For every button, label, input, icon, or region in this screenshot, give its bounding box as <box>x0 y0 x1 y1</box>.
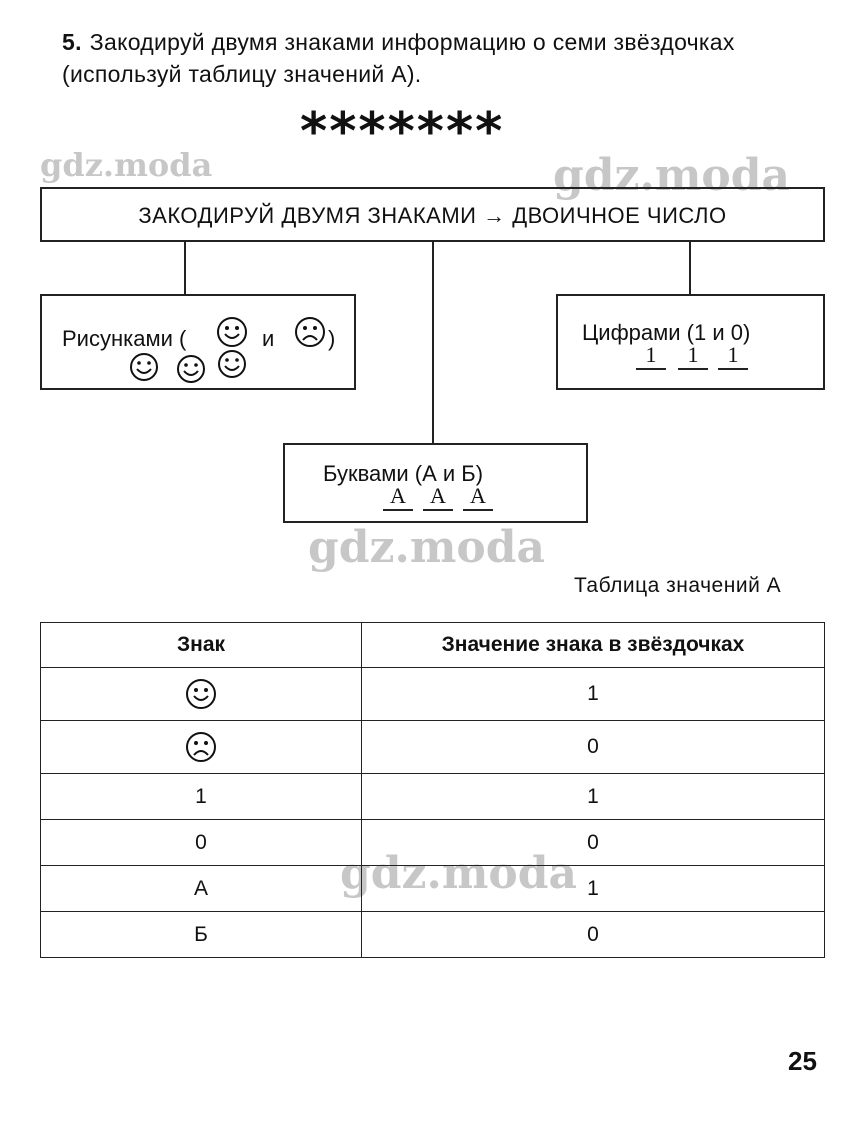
table-header-value: Значение знака в звёздочках <box>362 623 825 668</box>
table-cell-sign: Б <box>41 912 362 958</box>
table-cell-value: 1 <box>362 774 825 820</box>
table-header-sign: Знак <box>41 623 362 668</box>
letters-answer: А <box>463 483 493 511</box>
table-cell-sign: 1 <box>41 774 362 820</box>
table-cell-sign: А <box>41 866 362 912</box>
table-cell-value: 0 <box>362 820 825 866</box>
digits-answer: 1 <box>678 342 708 370</box>
answer-smiley-happy-icon <box>216 348 248 380</box>
task-text <box>62 26 832 90</box>
table-cell-value: 0 <box>362 912 825 958</box>
table-caption: Таблица значений А <box>574 574 782 597</box>
table-cell-value: 0 <box>362 721 825 774</box>
digits-answer: 1 <box>636 342 666 370</box>
letters-box <box>283 443 588 523</box>
table-row <box>41 668 825 721</box>
digits-box <box>556 294 825 390</box>
pictures-box <box>40 294 356 390</box>
table-row <box>41 721 825 774</box>
table-cell-sign <box>41 721 362 774</box>
letters-label: Буквами (А и Б) <box>323 461 484 486</box>
letters-answer: А <box>423 483 453 511</box>
table-cell-sign <box>41 668 362 721</box>
digits-answer: 1 <box>718 342 748 370</box>
smiley-happy-icon <box>216 316 248 348</box>
letters-answer: А <box>383 483 413 511</box>
table-row <box>41 774 825 820</box>
answer-smiley-happy-icon <box>128 351 160 383</box>
values-table <box>40 622 825 958</box>
table-cell-value: 1 <box>362 668 825 721</box>
diagram-title: ЗАКОДИРУЙ ДВУМЯ ЗНАКАМИ → ДВОИЧНОЕ ЧИСЛО <box>138 203 727 228</box>
watermark: gdz.moda <box>40 146 213 184</box>
connector-line-middle <box>432 242 434 443</box>
task-number: 5. <box>62 29 82 55</box>
stars-row: ******* <box>300 102 505 162</box>
table-row <box>41 820 825 866</box>
pictures-label-end: ) <box>328 326 336 351</box>
table-row <box>41 912 825 958</box>
connector-line-left <box>184 242 186 294</box>
digits-label: Цифрами (1 и 0) <box>582 320 751 345</box>
diagram-title-box <box>40 187 825 242</box>
smiley-sad-icon <box>294 316 326 348</box>
table-cell-value: 1 <box>362 866 825 912</box>
answer-smiley-happy-icon <box>175 353 207 385</box>
smiley-sad-icon <box>185 731 217 763</box>
smiley-happy-icon <box>185 678 217 710</box>
watermark: gdz.moda <box>553 150 791 201</box>
table-header-row <box>41 623 825 668</box>
table-cell-sign: 0 <box>41 820 362 866</box>
connector-line-right <box>689 242 691 294</box>
task-body: Закодируй двумя знаками информацию о семи звёздочках (используй таблицу значений А). <box>62 29 735 87</box>
pictures-label-and: и <box>262 326 275 351</box>
page-number: 25 <box>788 1046 817 1076</box>
watermark: gdz.moda <box>340 848 578 899</box>
watermark: gdz.moda <box>308 522 546 573</box>
pictures-label-start: Рисунками ( <box>62 326 187 351</box>
table-row <box>41 866 825 912</box>
